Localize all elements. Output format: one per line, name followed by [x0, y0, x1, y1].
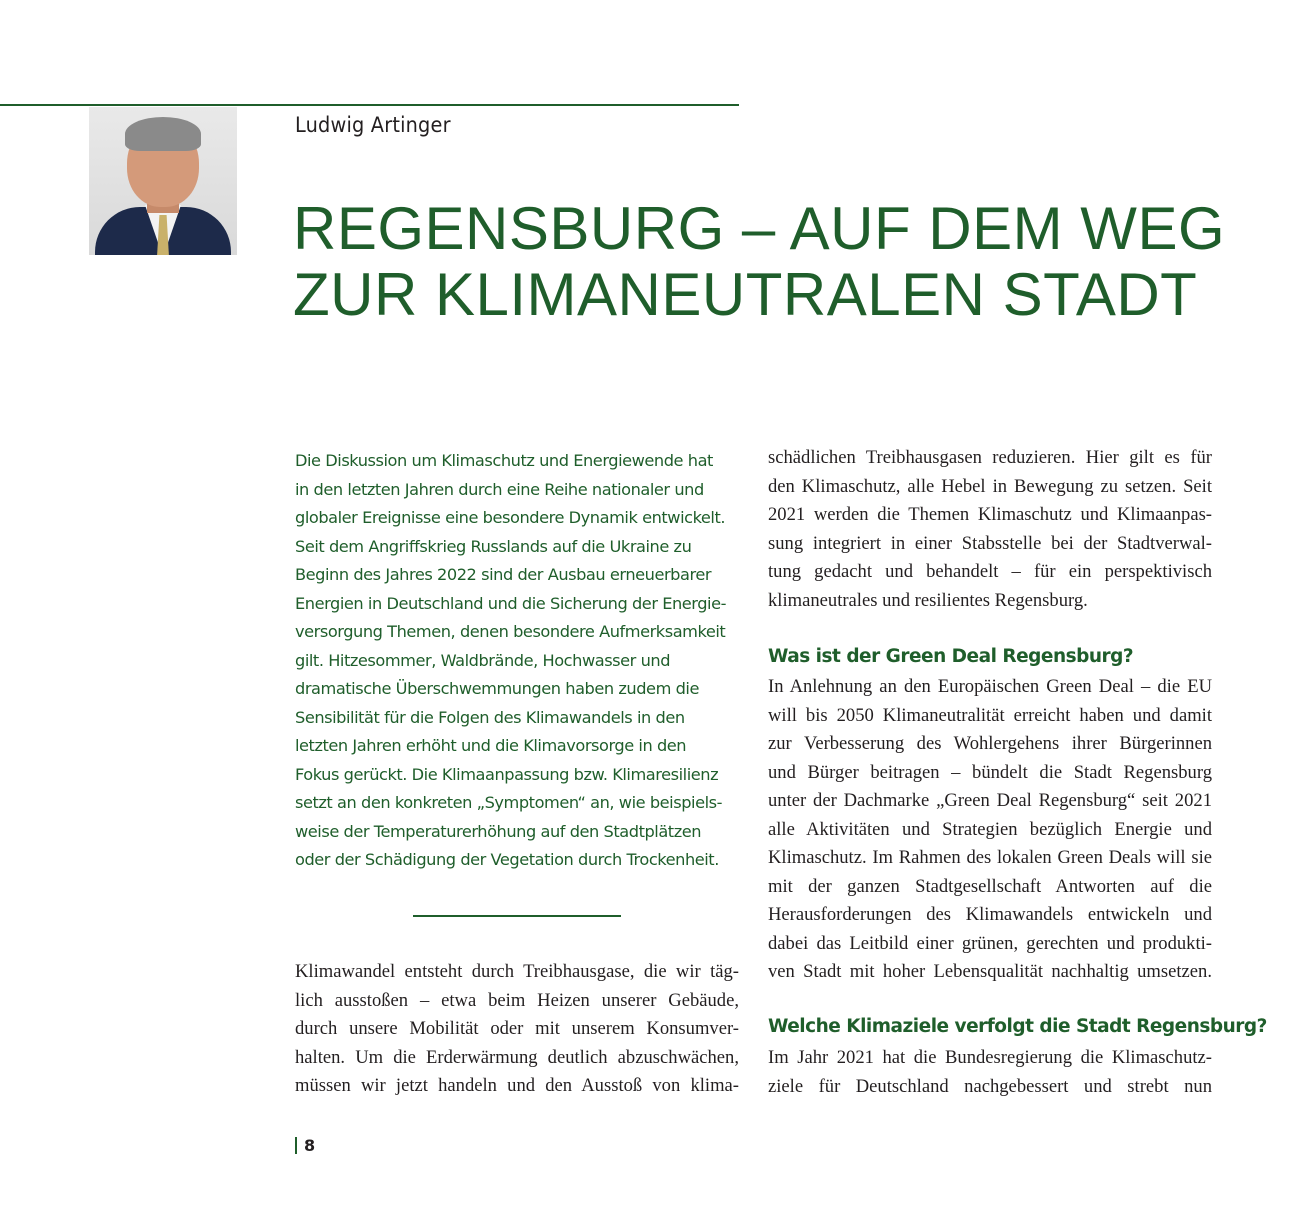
climate-goals-paragraph: [768, 1044, 1212, 1101]
body-line: Im Jahr 2021 hat die Bundesregierung die Klimaschutz-: [768, 1047, 1212, 1068]
lead-line: versorgung Themen, denen besondere Aufmerksamkeit: [295, 622, 726, 641]
body-line: Klimawandel entsteht durch Treibhausgase, die wir täg-: [295, 961, 739, 982]
title-line: ZUR KLIMANEUTRALEN STADT: [293, 261, 1198, 328]
lead-line: Die Diskussion um Klimaschutz und Energiewende hat: [295, 451, 713, 470]
article-title: [293, 196, 1293, 328]
page-number-bar: [295, 1137, 297, 1154]
lead-line: Energien in Deutschland und die Sicherung der Energie-: [295, 593, 727, 613]
heading-green-deal: Was ist der Green Deal Regensburg?: [768, 646, 1134, 667]
body-line: und Bürger beitragen – bündelt die Stadt Regensburg: [768, 761, 1212, 783]
lead-line: in den letzten Jahren durch eine Reihe nationaler und: [295, 479, 704, 499]
body-paragraph-right-intro: [768, 444, 1212, 615]
body-line: sung integriert in einer Stabsstelle bei der Stadtverwal-: [768, 532, 1212, 554]
page-number: [295, 1136, 315, 1155]
body-line: halten. Um die Erderwärmung deutlich abzuschwächen,: [295, 1046, 739, 1068]
body-line: müssen wir jetzt handeln und den Ausstoß von klima-: [295, 1075, 739, 1096]
lead-line: gilt. Hitzesommer, Waldbrände, Hochwasser und: [295, 650, 671, 670]
lead-line: Beginn des Jahres 2022 sind der Ausbau erneuerbarer: [295, 565, 712, 584]
body-line: lich ausstoßen – etwa beim Heizen unserer Gebäude,: [295, 989, 739, 1011]
top-divider-rule: [0, 104, 739, 106]
body-line: durch unsere Mobilität oder mit unserem Konsumver-: [295, 1018, 739, 1039]
lead-line: oder der Schädigung der Vegetation durch Trockenheit.: [295, 850, 719, 869]
body-line: unter der Dachmarke „Green Deal Regensburg“ seit 2021: [768, 790, 1212, 811]
body-line: klimaneutrales und resilientes Regensburg.: [768, 589, 1088, 611]
title-line: REGENSBURG – AUF DEM WEG: [293, 195, 1226, 262]
lead-line: Seit dem Angriffskrieg Russlands auf die Ukraine zu: [295, 536, 692, 556]
body-line: 2021 werden die Themen Klimaschutz und Klimaanpas-: [768, 504, 1212, 525]
body-line: In Anlehnung an den Europäischen Green Deal – die EU: [768, 676, 1212, 697]
author-name: Ludwig Artinger: [295, 113, 451, 137]
body-line: alle Aktivitäten und Strategien bezüglich Energie und: [768, 818, 1212, 840]
body-line: schädlichen Treibhausgasen reduzieren. Hier gilt es für: [768, 447, 1212, 468]
lead-line: globaler Ereignisse eine besondere Dynamik entwickelt.: [295, 508, 726, 527]
portrait-hair: [125, 117, 201, 151]
body-line: will bis 2050 Klimaneutralität erreicht haben und damit: [768, 704, 1212, 726]
lead-line: Sensibilität für die Folgen des Klimawandels in den: [295, 707, 685, 727]
body-line: ziele für Deutschland nachgebessert und strebt nun: [768, 1075, 1212, 1097]
lead-line: Fokus gerückt. Die Klimaanpassung bzw. Klimaresilienz: [295, 764, 719, 784]
heading-climate-goals: Welche Klimaziele verfolgt die Stadt Regensburg?: [768, 1016, 1267, 1037]
lead-line: weise der Temperaturerhöhung auf den Stadtplätzen: [295, 821, 702, 841]
section-divider-rule: [413, 915, 621, 917]
body-line: tung gedacht und behandelt – für ein perspektivisch: [768, 561, 1212, 582]
body-paragraph-left: [295, 958, 739, 1101]
lead-line: letzten Jahren erhöht und die Klimavorsorge in den: [295, 736, 687, 755]
body-line: dabei das Leitbild einer grünen, gerechten und produkti-: [768, 932, 1212, 954]
body-line: den Klimaschutz, alle Hebel in Bewegung zu setzen. Seit: [768, 475, 1212, 497]
lead-paragraph: [295, 447, 740, 875]
body-line: zur Verbesserung des Wohlergehens ihrer Bürgerinnen: [768, 733, 1212, 754]
author-portrait: [89, 107, 237, 255]
body-line: ven Stadt mit hoher Lebensqualität nachhaltig umsetzen.: [768, 961, 1212, 982]
green-deal-paragraph: [768, 673, 1212, 987]
page-number-value: 8: [304, 1136, 316, 1155]
body-line: Herausforderungen des Klimawandels entwickeln und: [768, 904, 1212, 925]
lead-line: setzt an den konkreten „Symptomen“ an, wie beispiels-: [295, 793, 723, 812]
body-line: mit der ganzen Stadtgesellschaft Antworten auf die: [768, 875, 1212, 897]
body-line: Klimaschutz. Im Rahmen des lokalen Green Deals will sie: [768, 847, 1212, 868]
lead-line: dramatische Überschwemmungen haben zudem die: [295, 679, 699, 698]
